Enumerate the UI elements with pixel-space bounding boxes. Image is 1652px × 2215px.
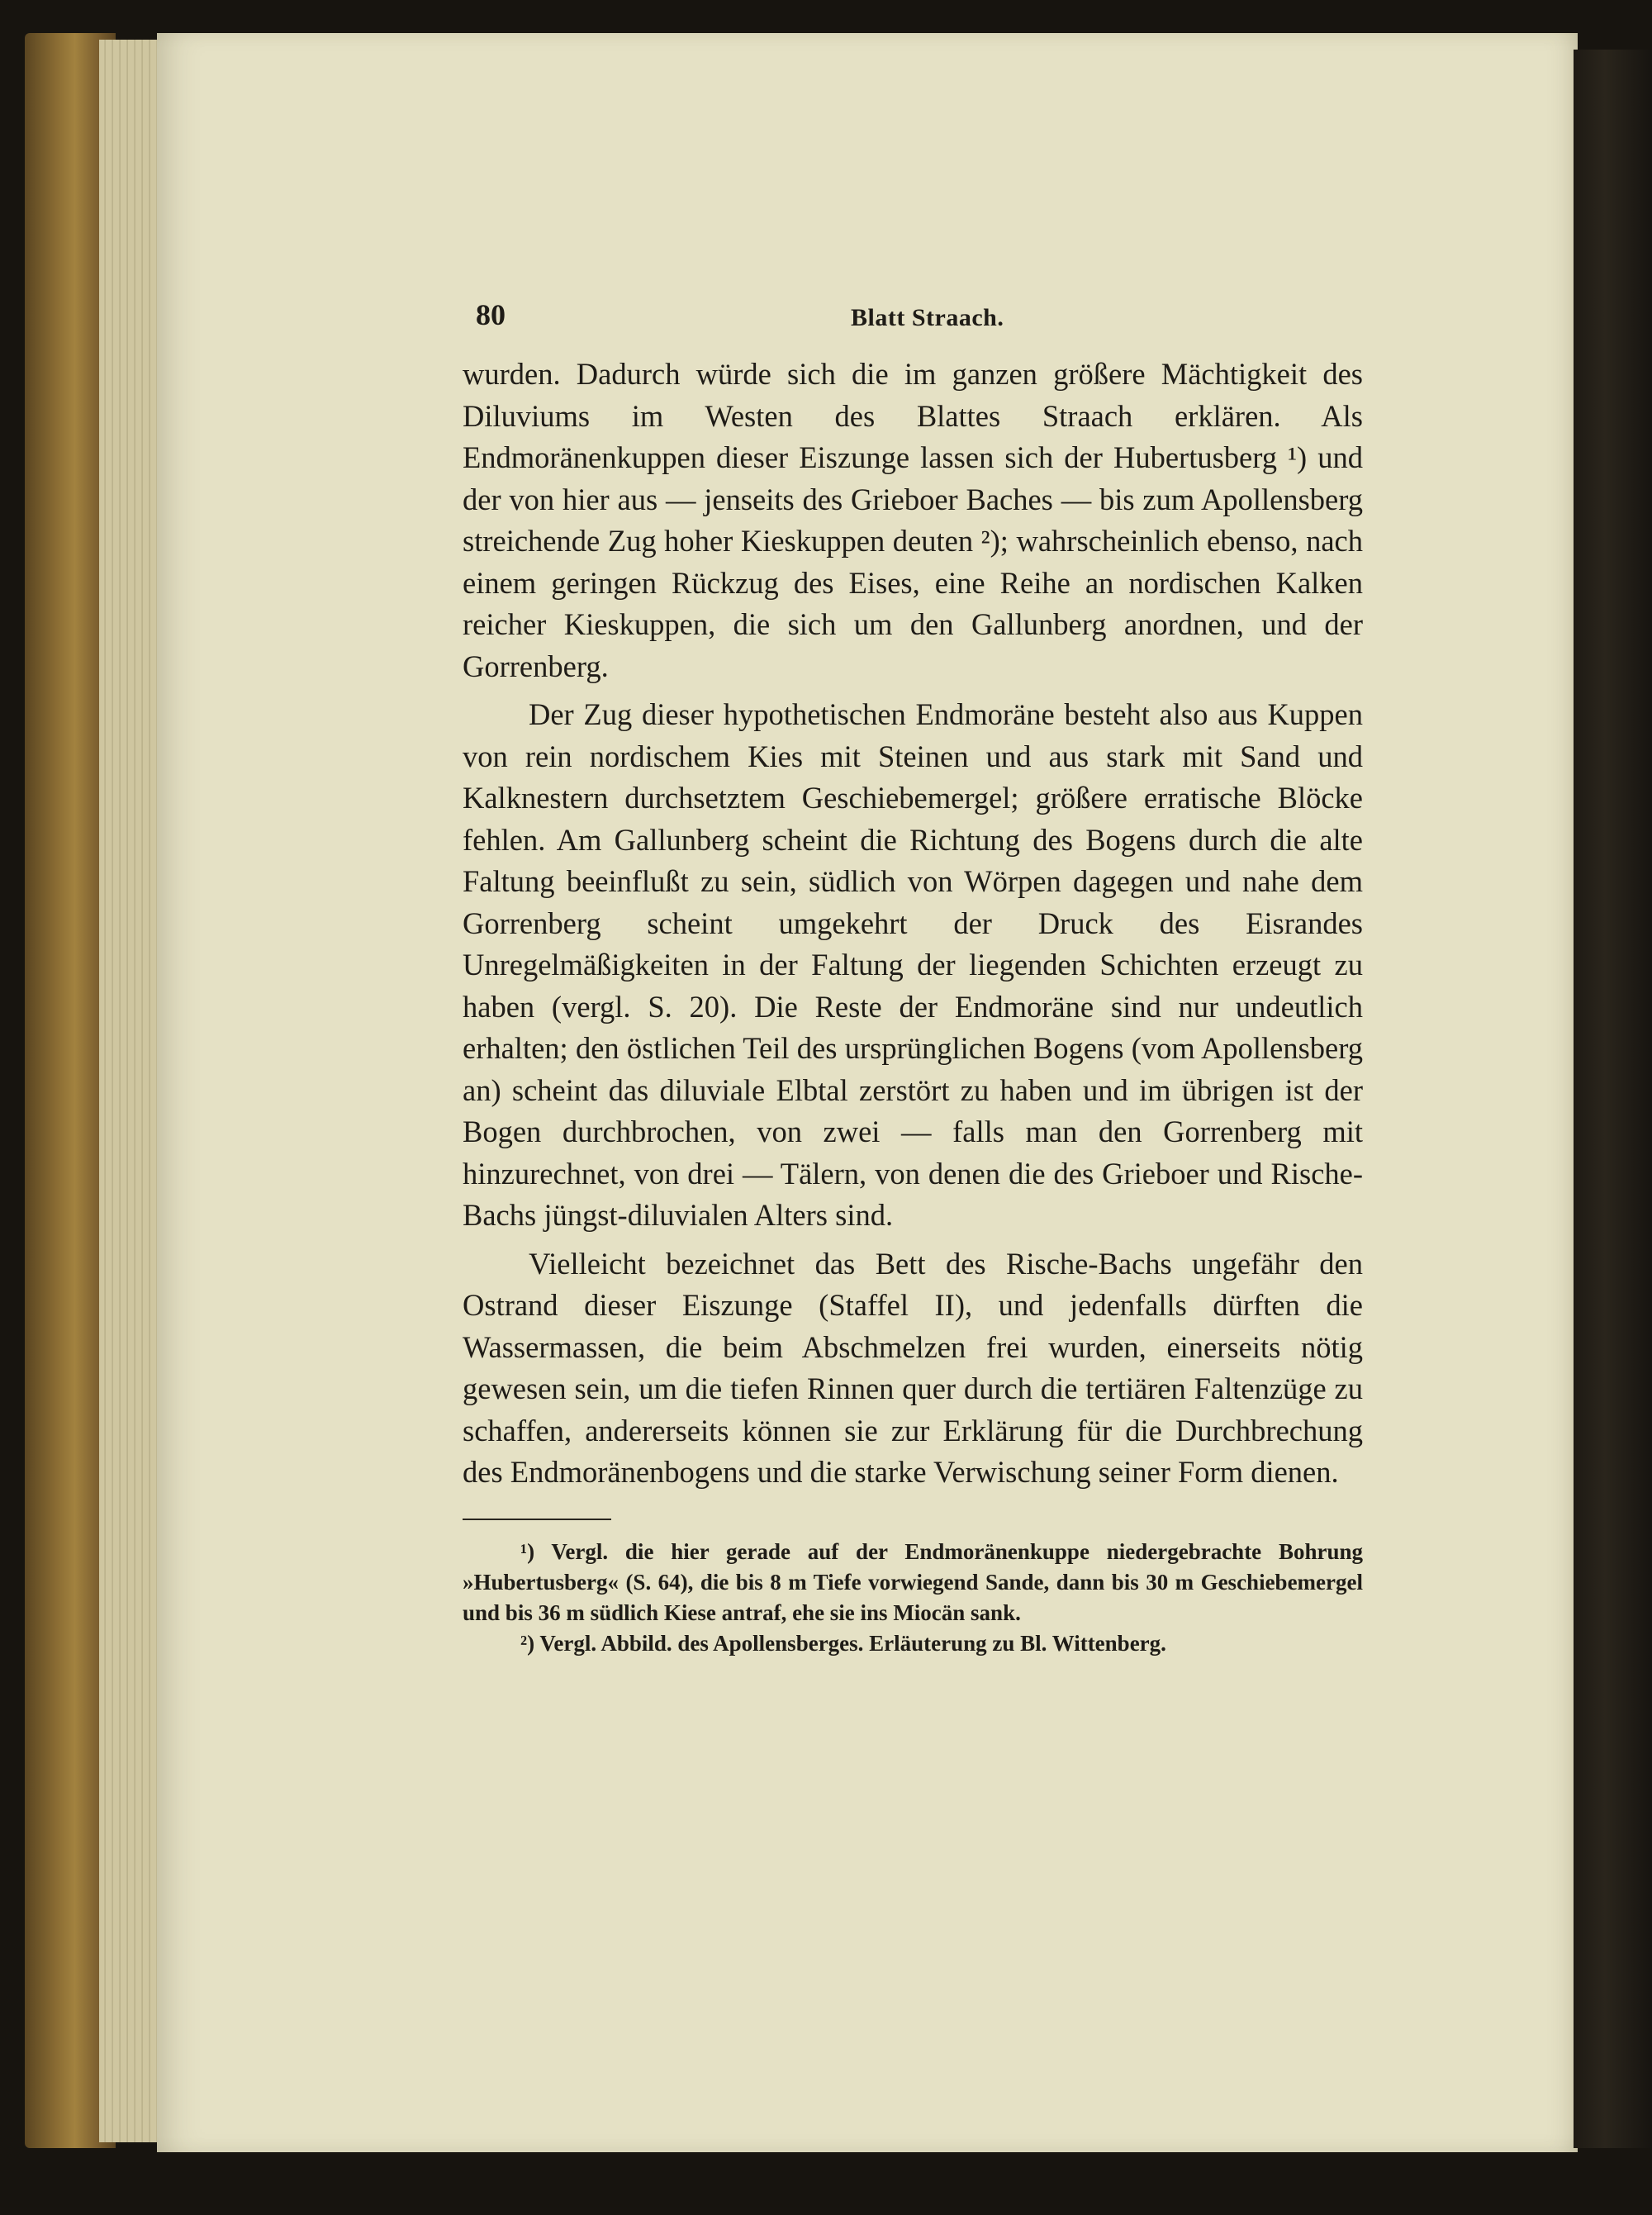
body-paragraph-3: Vielleicht bezeichnet das Bett des Rische-Bachs ungefähr den Ostrand dieser Eiszunge (Staffel II), und jedenfalls dürften die Wassermassen, die beim Abschmelzen frei wurden, einerseits nötig gewesen sein, um die tiefen Rinnen quer durch die tertiären Faltenzüge zu schaffen, andererseits können sie zur Erklärung für die Durchbrechung des Endmoränenbogens und die starke Verwischung seiner Form dienen. [463, 1246, 1363, 1489]
body-paragraph-1: wurden. Dadurch würde sich die im ganzen größere Mächtigkeit des Diluviums im Westen des Blattes Straach erklären. Als Endmoränenkuppen dieser Eiszunge lassen sich der Hubertusberg ¹) und der von hier aus — jenseits des Grieboer Baches — bis zum Apollensberg streichende Zug hoher Kieskuppen deuten ²); wahrscheinlich ebenso, nach einem geringen Rückzug des Eises, eine Reihe an nordischen Kalken reicher Kieskuppen, die sich um den Gallunberg anordnen, und der Gorrenberg. [463, 357, 1363, 683]
page-number: 80 [476, 298, 506, 331]
page-text-block [463, 297, 1363, 1659]
footnote-divider [463, 1519, 611, 1520]
page-stack-edge [99, 40, 165, 2142]
running-title: Blatt Straach. [851, 304, 1004, 331]
body-paragraph-2: Der Zug dieser hypothetischen Endmoräne besteht also aus Kuppen von rein nordischem Kies mit Steinen und aus stark mit Sand und Kalknestern durchsetztem Geschiebemergel; größere erratische Blöcke fehlen. Am Gallunberg scheint die Richtung des Bogens durch die alte Faltung beeinflußt zu sein, südlich von Wörpen dagegen und nahe dem Gorrenberg scheint umgekehrt der Druck des Eisrandes Unregelmäßigkeiten in der Faltung der liegenden Schichten erzeugt zu haben (vergl. S. 20). Die Reste der Endmoräne sind nur undeutlich erhalten; den östlichen Teil des ursprünglichen Bogens (vom Apollensberg an) scheint das diluviale Elbtal zerstört zu haben und im übrigen ist der Bogen durchbrochen, von zwei — falls man den Gorrenberg mit hinzurechnet, von drei — Tälern, von denen die des Grieboer und Rische-Bachs jüngst-diluvialen Alters sind. [463, 697, 1363, 1232]
footnote-1: ¹) Vergl. die hier gerade auf der Endmoränenkuppe niedergebrachte Bohrung »Hubertusberg« (S. 64), die bis 8 m Tiefe vorwiegend Sande, dann bis 30 m Geschiebemergel und bis 36 m südlich Kiese antraf, ehe sie ins Miocän sank. [463, 1538, 1363, 1625]
footnote-2: ²) Vergl. Abbild. des Apollensberges. Erläuterung zu Bl. Wittenberg. [520, 1630, 1166, 1656]
page-header [463, 297, 1363, 347]
facing-page-edge [1574, 50, 1652, 2148]
